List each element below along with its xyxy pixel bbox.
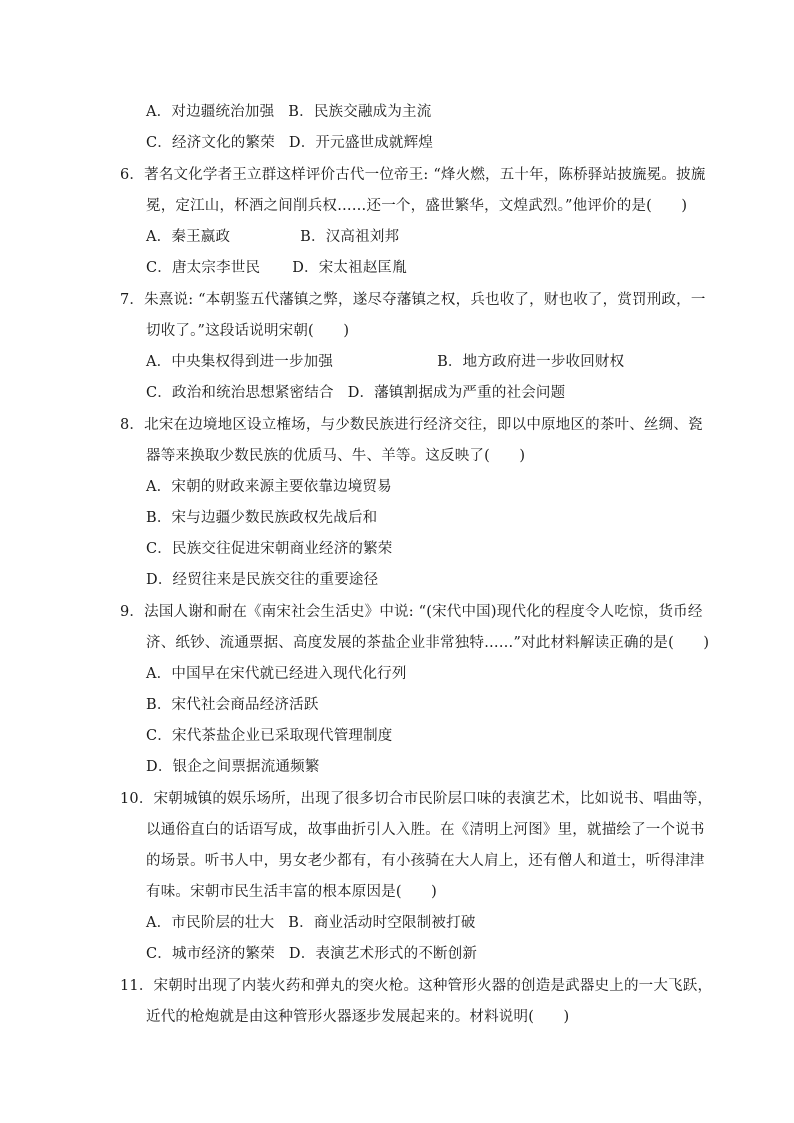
- q10-option-a[interactable]: A．市民阶层的壮大: [146, 915, 275, 931]
- q10-options-row-2: [146, 944, 477, 964]
- q10-stem-line-3: 的场景。听书人中，男女老少都有，有小孩骑在大人肩上，还有僧人和道士，听得津津: [146, 853, 705, 869]
- q8-option-d[interactable]: D．经贸往来是民族交往的重要途径: [146, 572, 379, 588]
- q7-options-row-2: [146, 383, 565, 403]
- q7-stem-line-1: 7．朱熹说: “本朝鉴五代藩镇之弊，遂尽夺藩镇之权，兵也收了，财也收了，赏罚刑政，一: [120, 292, 706, 308]
- q6-option-a[interactable]: A．秦王嬴政: [146, 229, 231, 245]
- q10-stem-line-4: 有味。宋朝市民生活丰富的根本原因是( ): [146, 884, 438, 900]
- q6-stem-line-1: 6．著名文化学者王立群这样评价古代一位帝王: “烽火燃，五十年，陈桥驿站披旒冕。披旒: [120, 167, 706, 183]
- q10-stem-line-1: 10．宋朝城镇的娱乐场所，出现了很多切合市民阶层口味的表演艺术，比如说书、唱曲等，: [120, 791, 713, 807]
- q7-option-d[interactable]: D．藩镇割据成为严重的社会问题: [347, 385, 566, 401]
- q11-stem-line-2: 近代的枪炮就是由这种管形火器逐步发展起来的。材料说明( ): [146, 1009, 570, 1025]
- q5-option-c[interactable]: C．经济文化的繁荣: [146, 135, 275, 151]
- q10-options-row-1: [146, 913, 476, 933]
- q6-option-b[interactable]: B．汉高祖刘邦: [300, 229, 400, 245]
- q5-options-row-2: [146, 133, 433, 153]
- q6-option-c[interactable]: C．唐太宗李世民: [146, 260, 261, 276]
- q7-option-a[interactable]: A．中央集权得到进一步加强: [146, 354, 334, 370]
- q6-stem-line-2: 冕，定江山，杯酒之间削兵权……还一个，盛世繁华，文煌武烈。”他评价的是( ): [146, 198, 688, 214]
- q6-option-d[interactable]: D．宋太祖赵匡胤: [292, 260, 407, 276]
- q10-option-d[interactable]: D．表演艺术形式的不断创新: [288, 946, 478, 962]
- q10-option-c[interactable]: C．城市经济的繁荣: [146, 946, 275, 962]
- q5-option-b[interactable]: B．民族交融成为主流: [288, 104, 432, 120]
- q8-option-a[interactable]: A．宋朝的财政来源主要依靠边境贸易: [146, 479, 392, 495]
- q7-stem-line-2: 切收了。”这段话说明宋朝( ): [146, 323, 350, 339]
- q9-option-b[interactable]: B．宋代社会商品经济活跃: [146, 697, 319, 713]
- q8-option-c[interactable]: C．民族交往促进宋朝商业经济的繁荣: [146, 541, 393, 557]
- q10-option-b[interactable]: B．商业活动时空限制被打破: [288, 915, 476, 931]
- q9-option-c[interactable]: C．宋代茶盐企业已采取现代管理制度: [146, 728, 393, 744]
- q9-stem-line-1: 9．法国人谢和耐在《南宋社会生活史》中说: “(宋代中国)现代化的程度令人吃惊，货币经: [120, 604, 703, 620]
- q8-stem-line-2: 器等来换取少数民族的优质马、牛、羊等。这反映了( ): [146, 448, 526, 464]
- q9-stem-line-2: 济、纸钞、流通票据、高度发展的茶盐企业非常独特……”对此材料解读正确的是( ): [146, 635, 710, 651]
- q7-option-c[interactable]: C．政治和统治思想紧密结合: [146, 385, 334, 401]
- q5-options-row-1: [146, 102, 431, 122]
- q10-stem-line-2: 以通俗直白的话语写成，故事曲折引人入胜。在《清明上河图》里，就描绘了一个说书: [146, 822, 705, 838]
- q9-option-d[interactable]: D．银企之间票据流通频繁: [146, 759, 320, 775]
- q5-option-d[interactable]: D．开元盛世成就辉煌: [288, 135, 434, 151]
- q8-option-b[interactable]: B．宋与边疆少数民族政权先战后和: [146, 510, 378, 526]
- q5-option-a[interactable]: A．对边疆统治加强: [146, 104, 275, 120]
- q6-options-row-1: [146, 227, 399, 247]
- q7-option-b[interactable]: B．地方政府进一步收回财权: [437, 354, 625, 370]
- q7-options-row-1: [146, 352, 624, 372]
- q8-stem-line-1: 8．北宋在边境地区设立榷场，与少数民族进行经济交往，即以中原地区的茶叶、丝绸、瓷: [120, 417, 703, 433]
- q9-option-a[interactable]: A．中国早在宋代就已经进入现代化行列: [146, 666, 407, 682]
- q6-options-row-2: [146, 258, 407, 278]
- q11-stem-line-1: 11．宋朝时出现了内装火药和弹丸的突火枪。这种管形火器的创造是武器史上的一大飞跃，: [120, 978, 713, 994]
